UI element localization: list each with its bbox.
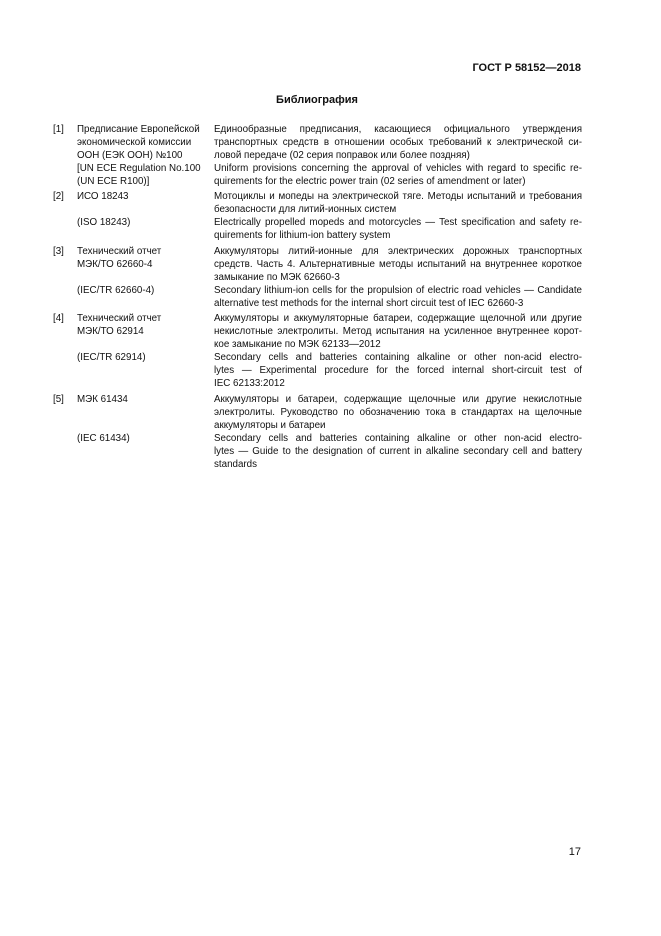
description-line: Secondary cells and batteries containing alkaline or other non-acid electro- bbox=[214, 352, 582, 364]
designation-line: Технический отчет bbox=[77, 245, 162, 257]
bibliography-entry bbox=[53, 245, 582, 310]
description-ru bbox=[214, 123, 582, 162]
designation-line: МЭК 61434 bbox=[77, 393, 128, 405]
description-line: Uniform provisions concerning the approval of vehicles with regard to specific re- bbox=[214, 162, 582, 174]
description-line: Electrically propelled mopeds and motorcycles — Test specification and safety re- bbox=[214, 217, 582, 229]
description-line: кое замыкание по МЭК 62133—2012 bbox=[214, 339, 381, 351]
designation-line: (IEC/TR 62660-4) bbox=[77, 284, 155, 296]
designation-en bbox=[77, 284, 214, 310]
designation-en bbox=[77, 162, 214, 188]
description-line: standards bbox=[214, 458, 258, 470]
description-line: ловой передаче (02 серия поправок или более поздняя) bbox=[214, 149, 470, 161]
description-line: Secondary lithium-ion cells for the propulsion of electric road vehicles — Candidate bbox=[214, 284, 582, 296]
bibliography-title: Библиография bbox=[276, 94, 358, 106]
designation-line: [UN ECE Regulation No.100 bbox=[77, 162, 201, 174]
bibliography-entry bbox=[53, 393, 582, 471]
designation-line: ИСО 18243 bbox=[77, 191, 129, 203]
description-line: замыкание по МЭК 62660-3 bbox=[214, 271, 340, 283]
description-line: lytes — Experimental procedure for the forced internal short-circuit test of bbox=[214, 365, 582, 377]
entry-number: [3] bbox=[53, 245, 64, 257]
entry-number: [4] bbox=[53, 313, 64, 325]
designation-line: (IEC/TR 62914) bbox=[77, 352, 146, 364]
description-line: quirements for lithium-ion battery system bbox=[214, 230, 391, 242]
description-line: Аккумуляторы и батареи, содержащие щелочные или другие некислотные bbox=[214, 393, 582, 405]
description-line: quirements for the electric power train (02 series of amendment or later) bbox=[214, 175, 526, 187]
description-line: alternative test methods for the internal short circuit test of IEC 62660-3 bbox=[214, 297, 524, 309]
description-en bbox=[214, 284, 582, 310]
entry-number: [2] bbox=[53, 191, 64, 203]
entry-number: [5] bbox=[53, 393, 64, 405]
description-line: Единообразные предписания, касающиеся официального утверждения bbox=[214, 123, 582, 135]
designation-line: Технический отчет bbox=[77, 313, 162, 325]
designation-en bbox=[77, 216, 214, 242]
description-line: IEC 62133:2012 bbox=[214, 378, 285, 390]
description-line: lytes — Guide to the designation of current in alkaline secondary cell and battery bbox=[214, 445, 582, 457]
description-en bbox=[214, 162, 582, 188]
bibliography-entry bbox=[53, 123, 582, 188]
description-line: Аккумуляторы литий-ионные для электрических дорожных транспортных bbox=[214, 245, 582, 257]
description-en bbox=[214, 351, 582, 390]
description-line: транспортных средств в отношении особых требований к электрической си- bbox=[214, 136, 582, 148]
bibliography-entry bbox=[53, 312, 582, 390]
entry-number: [1] bbox=[53, 123, 64, 135]
description-line: электролиты. Руководство по обозначению тока в стандартах на щелочные bbox=[214, 406, 582, 418]
description-line: безопасности для литий-ионных систем bbox=[214, 204, 397, 216]
designation-line: (UN ECE R100)] bbox=[77, 175, 150, 187]
description-line: некислотные электролиты. Метод испытания на усиленное внутреннее корот- bbox=[214, 326, 582, 338]
designation-line: МЭК/ТО 62660-4 bbox=[77, 258, 153, 270]
description-ru bbox=[214, 190, 582, 216]
description-line: Аккумуляторы и аккумуляторные батареи, содержащие щелочной или другие bbox=[214, 313, 582, 325]
description-ru bbox=[214, 393, 582, 432]
designation-line: ООН (ЕЭК ООН) №100 bbox=[77, 149, 183, 161]
bibliography-entry bbox=[53, 190, 582, 242]
standard-designation: ГОСТ Р 58152—2018 bbox=[472, 62, 581, 74]
designation-line: (IEC 61434) bbox=[77, 432, 130, 444]
description-en bbox=[214, 432, 582, 471]
designation-line: экономической комиссии bbox=[77, 136, 192, 148]
designation-line: (ISO 18243) bbox=[77, 217, 131, 229]
designation-en bbox=[77, 351, 214, 390]
designation-ru bbox=[77, 393, 214, 432]
designation-ru bbox=[77, 245, 214, 284]
designation-ru bbox=[77, 123, 214, 162]
designation-line: Предписание Европейской bbox=[77, 123, 200, 135]
description-ru bbox=[214, 312, 582, 351]
description-line: Мотоциклы и мопеды на электрической тяге. Методы испытаний и требования bbox=[214, 191, 582, 203]
designation-ru bbox=[77, 190, 214, 216]
description-en bbox=[214, 216, 582, 242]
description-ru bbox=[214, 245, 582, 284]
description-line: Secondary cells and batteries containing alkaline or other non-acid electro- bbox=[214, 432, 582, 444]
designation-line: МЭК/ТО 62914 bbox=[77, 326, 144, 338]
description-line: средств. Часть 4. Альтернативные методы испытаний на внутреннее короткое bbox=[214, 258, 582, 270]
designation-ru bbox=[77, 312, 214, 351]
description-line: аккумуляторы и батареи bbox=[214, 419, 326, 431]
page-number: 17 bbox=[568, 846, 581, 858]
bibliography-list bbox=[53, 123, 582, 474]
designation-en bbox=[77, 432, 214, 471]
